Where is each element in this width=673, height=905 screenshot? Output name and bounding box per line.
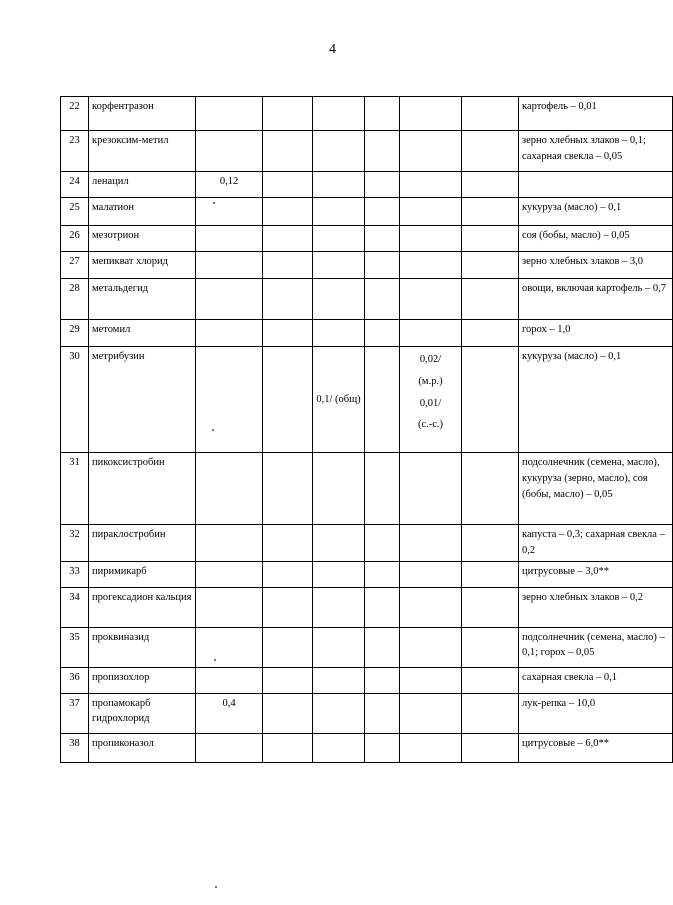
value-col-3 <box>313 131 365 172</box>
row-number: 28 <box>61 279 89 320</box>
value-col-6 <box>462 320 519 347</box>
value-col-4 <box>365 252 400 279</box>
value-col-1 <box>196 525 263 562</box>
value-col-3 <box>313 587 365 627</box>
value-col-1 <box>196 279 263 320</box>
value-col-3 <box>313 97 365 131</box>
value-col-1 <box>196 347 263 453</box>
table-row <box>61 172 673 198</box>
table-row <box>61 347 673 453</box>
row-number: 34 <box>61 587 89 627</box>
mrl-note: сахарная свекла – 0,1 <box>519 667 673 693</box>
substance-name: малатион <box>89 198 196 226</box>
value-col-6 <box>462 453 519 525</box>
table-row <box>61 561 673 587</box>
mrl-note: зерно хлебных злаков – 0,2 <box>519 587 673 627</box>
value-col-1 <box>196 131 263 172</box>
value-col-3 <box>313 172 365 198</box>
value-col-6 <box>462 693 519 733</box>
value-col-1 <box>196 97 263 131</box>
mrl-note: соя (бобы, масло) – 0,05 <box>519 226 673 252</box>
value-col-5-line: 0,01/ <box>419 397 442 409</box>
value-col-5 <box>400 627 462 667</box>
table-row <box>61 453 673 525</box>
row-number: 23 <box>61 131 89 172</box>
substance-name: крезоксим-метил <box>89 131 196 172</box>
row-number: 33 <box>61 561 89 587</box>
value-col-3 <box>313 453 365 525</box>
value-col-4 <box>365 667 400 693</box>
value-col-2 <box>263 198 313 226</box>
mrl-note: кукуруза (масло) – 0,1 <box>519 198 673 226</box>
value-col-4 <box>365 627 400 667</box>
table-row <box>61 525 673 562</box>
value-col-4 <box>365 97 400 131</box>
value-col-3 <box>313 320 365 347</box>
row-number: 30 <box>61 347 89 453</box>
value-col-6 <box>462 627 519 667</box>
value-col-5 <box>400 453 462 525</box>
value-col-4 <box>365 453 400 525</box>
row-number: 35 <box>61 627 89 667</box>
value-col-5 <box>400 320 462 347</box>
row-number: 32 <box>61 525 89 562</box>
value-col-2 <box>263 667 313 693</box>
mrl-note: подсолнечник (семена, масло) – 0,1; горох – 0,05 <box>519 627 673 667</box>
value-col-5 <box>400 252 462 279</box>
value-col-2 <box>263 279 313 320</box>
table-body <box>61 97 673 763</box>
mrl-note: капуста – 0,3; сахарная свекла – 0,2 <box>519 525 673 562</box>
value-col-4 <box>365 131 400 172</box>
value-col-5-line: 0,02/ <box>419 354 442 365</box>
value-col-4 <box>365 733 400 762</box>
value-col-2 <box>263 97 313 131</box>
row-number: 25 <box>61 198 89 226</box>
substance-name: пропизохлор <box>89 667 196 693</box>
value-col-5-line: (м.р.) <box>418 375 443 387</box>
table-row <box>61 320 673 347</box>
value-col-4 <box>365 587 400 627</box>
substance-name: метомил <box>89 320 196 347</box>
value-col-4 <box>365 279 400 320</box>
value-col-4 <box>365 226 400 252</box>
row-number: 27 <box>61 252 89 279</box>
value-col-6 <box>462 347 519 453</box>
row-number: 29 <box>61 320 89 347</box>
value-col-5 <box>400 172 462 198</box>
value-col-5 <box>400 587 462 627</box>
mrl-note: цитрусовые – 3,0** <box>519 561 673 587</box>
value-col-2 <box>263 226 313 252</box>
value-col-2 <box>263 320 313 347</box>
value-col-1 <box>196 667 263 693</box>
substance-name: пропамокарб гидрохлорид <box>89 693 196 733</box>
substance-name: мепикват хлорид <box>89 252 196 279</box>
mrl-note: цитрусовые – 6,0** <box>519 733 673 762</box>
value-col-1 <box>196 252 263 279</box>
value-col-5 <box>400 525 462 562</box>
value-col-1: 0,12 <box>196 172 263 198</box>
table-row <box>61 226 673 252</box>
substance-name: метальдегид <box>89 279 196 320</box>
scan-speck <box>213 202 215 204</box>
substance-name: пикоксистробин <box>89 453 196 525</box>
value-col-4 <box>365 561 400 587</box>
value-col-6 <box>462 733 519 762</box>
value-col-1 <box>196 561 263 587</box>
value-col-6 <box>462 279 519 320</box>
row-number: 37 <box>61 693 89 733</box>
value-col-3 <box>313 279 365 320</box>
value-col-1: 0,4 <box>196 693 263 733</box>
page-number: 4 <box>329 42 336 57</box>
value-col-1 <box>196 627 263 667</box>
mrl-note <box>519 172 673 198</box>
value-col-3 <box>313 561 365 587</box>
value-col-6 <box>462 131 519 172</box>
value-col-5 <box>400 131 462 172</box>
value-col-3 <box>313 198 365 226</box>
value-col-6 <box>462 525 519 562</box>
value-col-2 <box>263 525 313 562</box>
value-col-6 <box>462 587 519 627</box>
value-col-2 <box>263 131 313 172</box>
value-col-5 <box>400 279 462 320</box>
value-col-3: 0,1/ (общ) <box>313 347 365 453</box>
value-col-1 <box>196 733 263 762</box>
table-row <box>61 627 673 667</box>
table-row <box>61 587 673 627</box>
table-row <box>61 279 673 320</box>
scan-speck <box>212 429 214 431</box>
value-col-2 <box>263 627 313 667</box>
value-col-6 <box>462 561 519 587</box>
value-col-1 <box>196 320 263 347</box>
value-col-2 <box>263 172 313 198</box>
value-col-2 <box>263 561 313 587</box>
substance-name: пиримикарб <box>89 561 196 587</box>
value-col-2 <box>263 693 313 733</box>
mrl-note: овощи, включая картофель – 0,7 <box>519 279 673 320</box>
row-number: 26 <box>61 226 89 252</box>
scan-speck <box>215 886 217 888</box>
table-row <box>61 97 673 131</box>
substance-name: пираклостробин <box>89 525 196 562</box>
value-col-3 <box>313 525 365 562</box>
table-row <box>61 252 673 279</box>
value-col-4 <box>365 347 400 453</box>
value-col-4 <box>365 320 400 347</box>
value-col-3 <box>313 733 365 762</box>
value-col-6 <box>462 226 519 252</box>
value-col-1 <box>196 226 263 252</box>
substance-name: ленацил <box>89 172 196 198</box>
mrl-note: лук-репка – 10,0 <box>519 693 673 733</box>
substance-name: корфентразон <box>89 97 196 131</box>
value-col-3 <box>313 627 365 667</box>
mrl-note: подсолнечник (семена, масло), кукуруза (зерно, масло), соя (бобы, масло) – 0,05 <box>519 453 673 525</box>
mrl-note: горох – 1,0 <box>519 320 673 347</box>
mrl-note: картофель – 0,01 <box>519 97 673 131</box>
value-col-2 <box>263 347 313 453</box>
value-col-2 <box>263 733 313 762</box>
substance-name: проквиназид <box>89 627 196 667</box>
substance-name: прогексадион кальция <box>89 587 196 627</box>
value-col-2 <box>263 453 313 525</box>
table-row <box>61 733 673 762</box>
substance-name: метрибузин <box>89 347 196 453</box>
regulation-table <box>60 96 673 763</box>
value-col-5 <box>400 561 462 587</box>
value-col-4 <box>365 198 400 226</box>
value-col-4 <box>365 525 400 562</box>
value-col-3 <box>313 667 365 693</box>
value-col-5 <box>400 733 462 762</box>
value-col-5 <box>400 226 462 252</box>
scan-speck <box>214 659 216 661</box>
mrl-note: зерно хлебных злаков – 0,1; сахарная свекла – 0,05 <box>519 131 673 172</box>
value-col-3 <box>313 252 365 279</box>
row-number: 36 <box>61 667 89 693</box>
value-col-6 <box>462 97 519 131</box>
mrl-note: зерно хлебных злаков – 3,0 <box>519 252 673 279</box>
value-col-2 <box>263 587 313 627</box>
value-col-2 <box>263 252 313 279</box>
value-col-5-line: (с.-с.) <box>417 419 444 431</box>
value-col-5 <box>400 347 462 453</box>
substance-name: пропиконазол <box>89 733 196 762</box>
value-col-4 <box>365 172 400 198</box>
mrl-note: кукуруза (масло) – 0,1 <box>519 347 673 453</box>
value-col-5 <box>400 198 462 226</box>
value-col-4 <box>365 693 400 733</box>
table-row <box>61 693 673 733</box>
table-row <box>61 131 673 172</box>
value-col-3 <box>313 226 365 252</box>
value-col-6 <box>462 172 519 198</box>
value-col-5 <box>400 667 462 693</box>
row-number: 31 <box>61 453 89 525</box>
table-row <box>61 198 673 226</box>
value-col-6 <box>462 667 519 693</box>
substance-name: мезотрион <box>89 226 196 252</box>
row-number: 38 <box>61 733 89 762</box>
row-number: 22 <box>61 97 89 131</box>
value-col-1 <box>196 453 263 525</box>
value-col-3 <box>313 693 365 733</box>
value-col-5 <box>400 97 462 131</box>
value-col-5 <box>400 693 462 733</box>
row-number: 24 <box>61 172 89 198</box>
value-col-6 <box>462 198 519 226</box>
value-col-6 <box>462 252 519 279</box>
table-row <box>61 667 673 693</box>
value-col-1 <box>196 198 263 226</box>
value-col-1 <box>196 587 263 627</box>
